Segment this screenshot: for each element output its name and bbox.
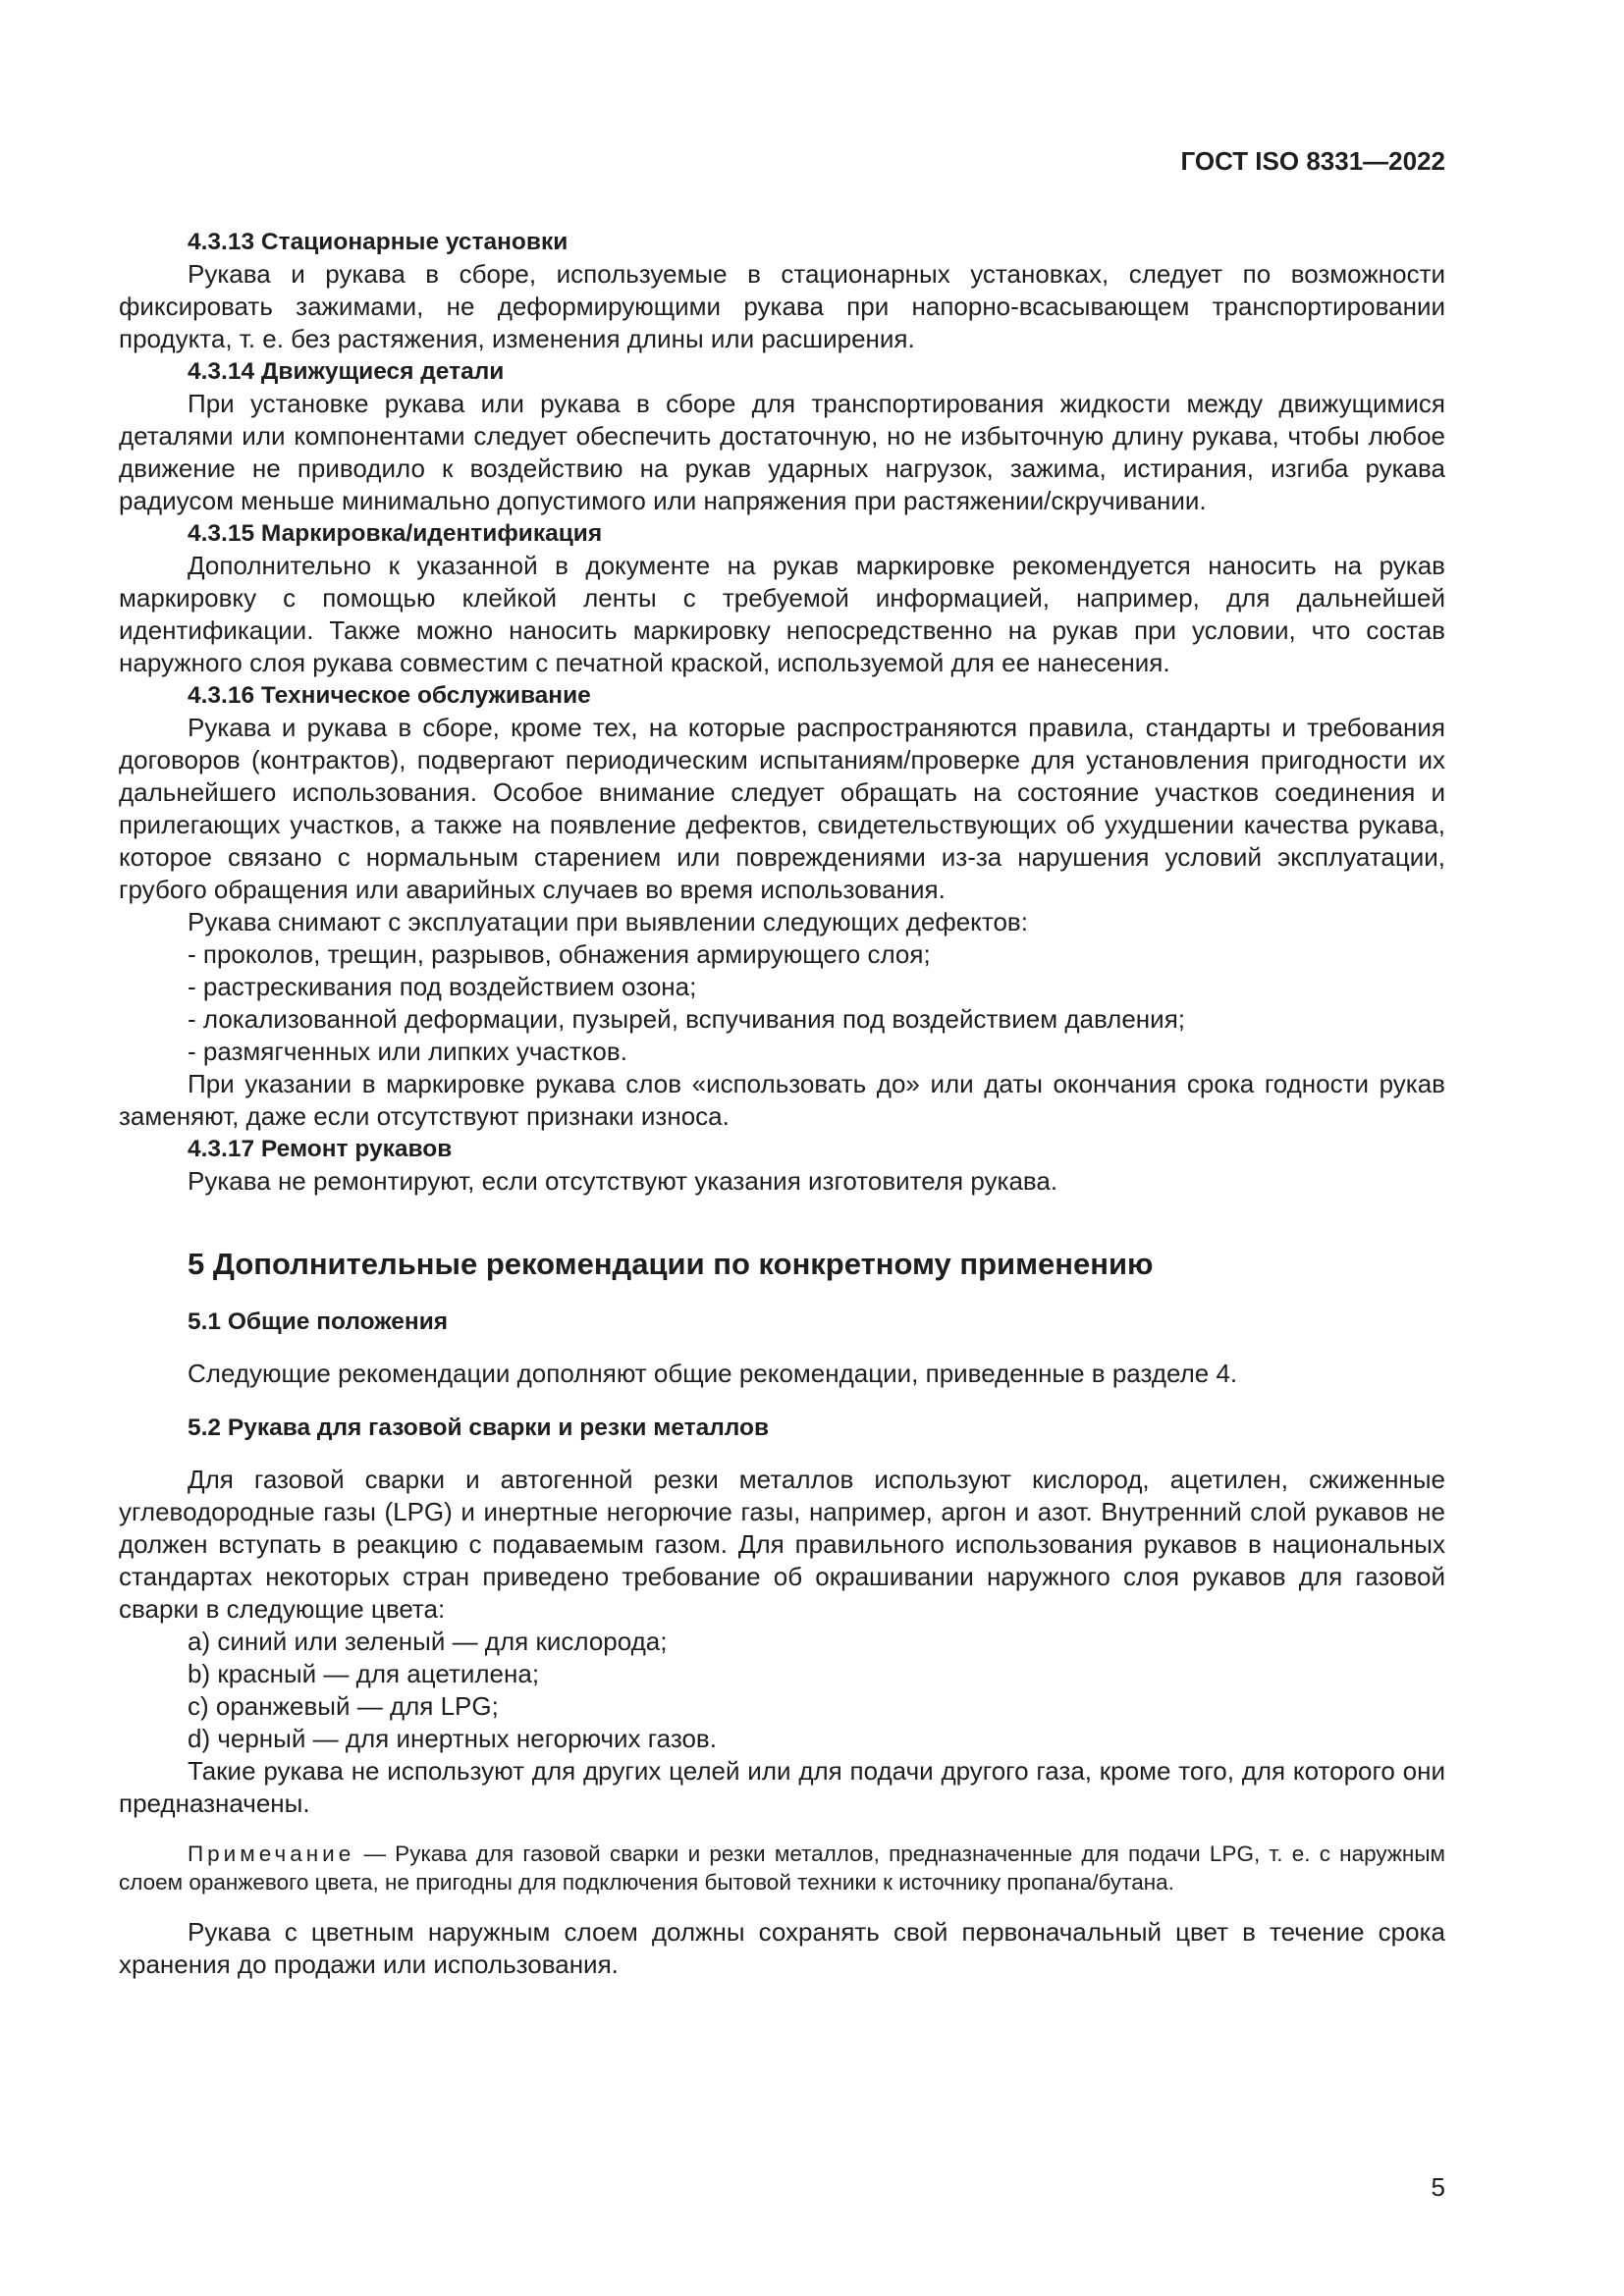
defect-list-item: - локализованной деформации, пузырей, вспучивания под воздействием давления;	[188, 1004, 1185, 1034]
defect-list-item: - растрескивания под воздействием озона;	[188, 972, 697, 1001]
color-list-item: c) оранжевый — для LPG;	[188, 1691, 499, 1721]
page-number: 5	[1431, 2172, 1445, 2202]
note-label: Примечание	[188, 1842, 355, 1866]
section-4-3-13-text: Рукава и рукава в сборе, используемые в стационарных установках, следует по возможности фиксировать зажимами, не деформирующими рукава при напорно-всасывающем транспортировании продукта, т. е. без растяжения, изменения длины или расширения.	[119, 259, 1445, 353]
section-5-1-text: Следующие рекомендации дополняют общие рекомендации, приведенные в разделе 4.	[188, 1359, 1238, 1388]
section-4-3-13-heading: 4.3.13 Стационарные установки	[188, 229, 568, 255]
section-5-2-text-3: Рукава с цветным наружным слоем должны сохранять свой первоначальный цвет в течение срока хранения до продажи или использования.	[119, 1917, 1445, 1979]
section-4-3-17-text: Рукава не ремонтируют, если отсутствуют указания изготовителя рукава.	[188, 1166, 1058, 1196]
section-4-3-13	[119, 226, 1445, 355]
defect-list-item: - проколов, трещин, разрывов, обнажения армирующего слоя;	[188, 939, 931, 969]
section-5-2-text-2: Такие рукава не используют для других целей или для подачи другого газа, кроме того, для которого они предназначены.	[119, 1756, 1445, 1818]
section-4-3-14-heading: 4.3.14 Движущиеся детали	[188, 358, 505, 385]
color-list-item: b) красный — для ацетилена;	[188, 1659, 540, 1688]
section-4-3-14-text: При установке рукава или рукава в сборе для транспортирования жидкости между движущимися деталями или компонентами следует обеспечить достаточную, но не избыточную длину рукава, чтобы любое движение не приводило к воздействию на рукав ударных нагрузок, зажима, истирания, изгиба рукава радиусом меньше минимально допустимого или напряжения при растяжении/скручивании.	[119, 389, 1445, 515]
defect-list-item: - размягченных или липких участков.	[188, 1037, 627, 1066]
color-list-item: d) черный — для инертных негорючих газов.	[188, 1724, 717, 1753]
section-4-3-17	[119, 1133, 1445, 1198]
section-4-3-16-heading: 4.3.16 Техническое обслуживание	[188, 682, 591, 709]
section-5-1-heading: 5.1 Общие положения	[188, 1308, 449, 1335]
section-4-3-16-text-3: При указании в маркировке рукава слов «использовать до» или даты окончания срока годности рукав заменяют, даже если отсутствуют признаки износа.	[119, 1069, 1445, 1131]
section-4-3-14	[119, 355, 1445, 517]
section-5-heading: 5 Дополнительные рекомендации по конкретному применению	[188, 1247, 1154, 1281]
section-4-3-16-text-2: Рукава снимают с эксплуатации при выявлении следующих дефектов:	[188, 907, 1028, 936]
section-5-2-heading: 5.2 Рукава для газовой сварки и резки металлов	[188, 1415, 770, 1441]
note	[119, 1840, 1445, 1896]
section-5-2	[119, 1412, 1445, 1981]
section-5-2-text-1: Для газовой сварки и автогенной резки металлов используют кислород, ацетилен, сжиженные углеводородные газы (LPG) и инертные негорючие газы, например, аргон и азот. Внутренний слой рукавов не должен вступать в реакцию с подаваемым газом. Для правильного использования рукавов в национальных стандартах некоторых стран приведено требование об окрашивании наружного слоя рукавов для газовой сварки в следующие цвета:	[119, 1465, 1445, 1624]
note-text: — Рукава для газовой сварки и резки металлов, предназначенные для подачи LPG, т. е. с наружным слоем оранжевого цвета, не пригодны для подключения бытовой техники к источнику пропана/бутана.	[119, 1842, 1445, 1895]
section-4-3-15	[119, 517, 1445, 679]
section-4-3-15-heading: 4.3.15 Маркировка/идентификация	[188, 520, 603, 547]
section-4-3-15-text: Дополнительно к указанной в документе на рукав маркировке рекомендуется наносить на рукав маркировку с помощью клейкой ленты с требуемой информацией, например, для дальнейшей идентификации. Также можно наносить маркировку непосредственно на рукав при условии, что состав наружного слоя рукава совместим с печатной краской, используемой для ее нанесения.	[119, 551, 1445, 677]
color-list-item: a) синий или зеленый — для кислорода;	[188, 1627, 668, 1656]
section-4-3-16	[119, 679, 1445, 1133]
document-header-id: ГОСТ ISO 8331—2022	[1180, 146, 1445, 176]
section-5-1	[119, 1306, 1445, 1390]
section-4-3-17-heading: 4.3.17 Ремонт рукавов	[188, 1136, 453, 1162]
document-body	[119, 226, 1445, 1981]
section-4-3-16-text-1: Рукава и рукава в сборе, кроме тех, на которые распространяются правила, стандарты и требования договоров (контрактов), подвергают периодическим испытаниям/проверке для установления пригодности их дальнейшего использования. Особое внимание следует обращать на состояние участков соединения и прилегающих участков, а также на появление дефектов, свидетельствующих об ухудшении качества рукава, которое связано с нормальным старением или повреждениями из-за нарушения условий эксплуатации, грубого обращения или аварийных случаев во время использования.	[119, 713, 1445, 904]
